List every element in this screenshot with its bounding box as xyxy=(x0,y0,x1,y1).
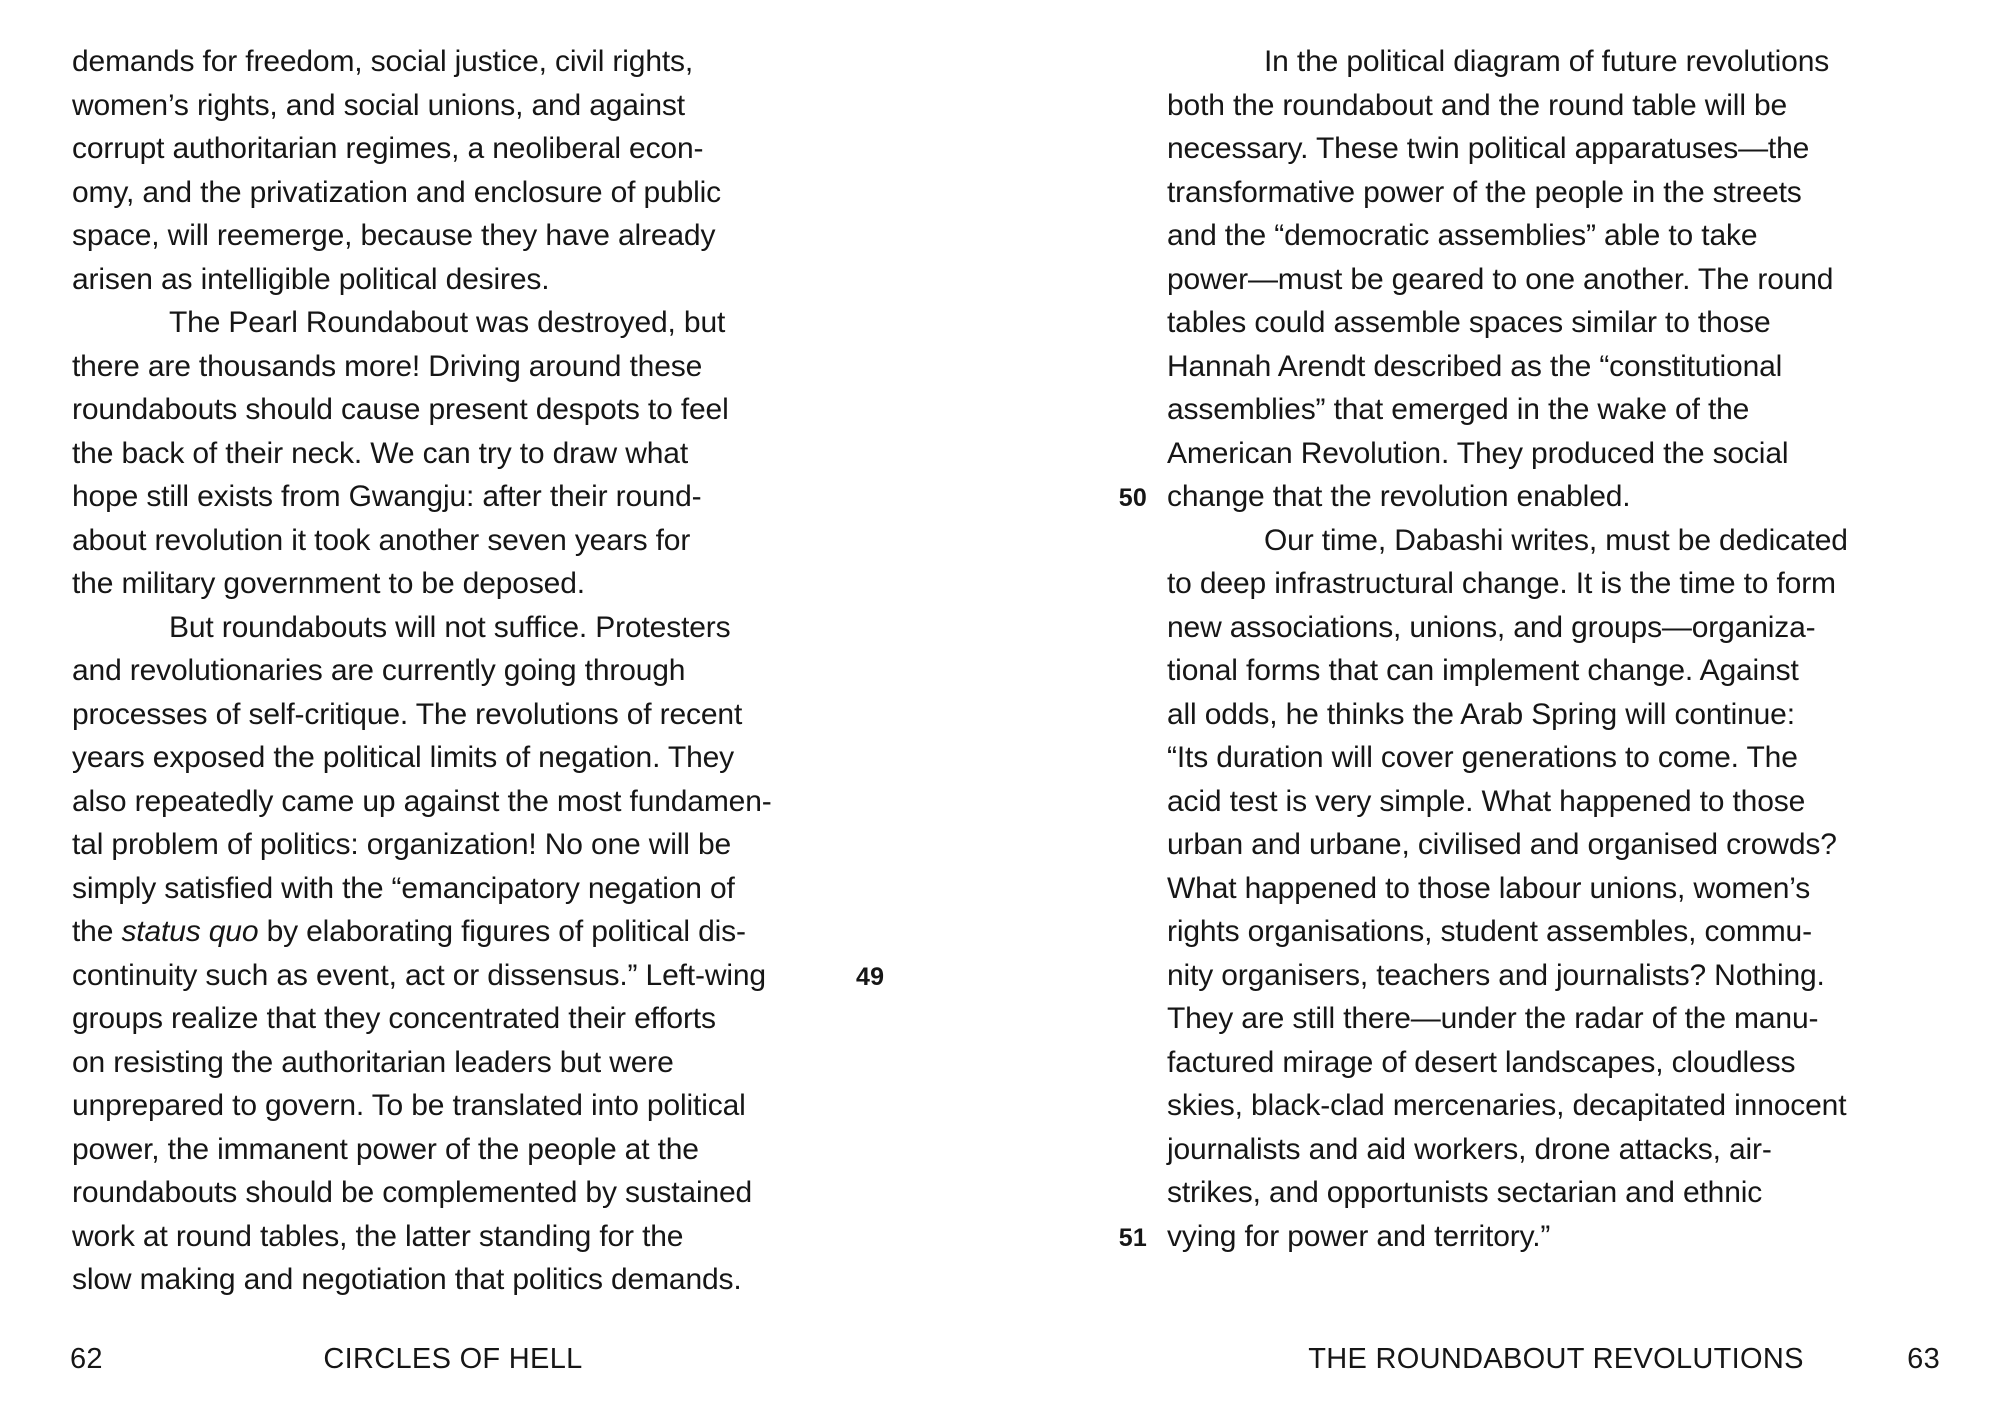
text-line: urban and urbane, civilised and organised crowds? xyxy=(1167,828,1837,861)
text-line: also repeatedly came up against the most fundamen- xyxy=(72,784,772,818)
text-line: journalists and aid workers, drone attacks, air- xyxy=(1167,1132,1772,1166)
text-line: nity organisers, teachers and journalists? Nothing. xyxy=(1167,958,1825,992)
text-line: power, the immanent power of the people at the xyxy=(72,1132,699,1166)
text-line: work at round tables, the latter standing for the xyxy=(72,1219,684,1253)
text-line: unprepared to govern. To be translated into political xyxy=(72,1089,746,1122)
margin-note-number-50: 50 xyxy=(1118,484,1147,512)
text-line: tables could assemble spaces similar to those xyxy=(1167,306,1771,339)
text-line: skies, black-clad mercenaries, decapitated innocent xyxy=(1167,1089,1847,1122)
text-line: Hannah Arendt described as the “constitutional xyxy=(1167,349,1783,383)
right-page-number: 63 xyxy=(1907,1343,1940,1375)
text-line: the military government to be deposed. xyxy=(72,567,585,600)
text-line: “Its duration will cover generations to come. The xyxy=(1167,741,1798,774)
text-line: both the roundabout and the round table will be xyxy=(1167,88,1788,122)
text-line: and the “democratic assemblies” able to take xyxy=(1167,219,1758,252)
text-line: groups realize that they concentrated their efforts xyxy=(72,1002,716,1035)
text-line: processes of self-critique. The revolutions of recent xyxy=(72,697,743,731)
text-line: the status quo by elaborating figures of political dis- xyxy=(72,915,746,948)
text-line: on resisting the authoritarian leaders but were xyxy=(72,1045,674,1079)
left-running-title: CIRCLES OF HELL xyxy=(323,1343,583,1375)
text-line: roundabouts should cause present despots to feel xyxy=(72,393,729,426)
text-line: transformative power of the people in the streets xyxy=(1167,175,1802,209)
text-line: factured mirage of desert landscapes, cloudless xyxy=(1167,1045,1796,1079)
text-line: and revolutionaries are currently going through xyxy=(72,654,686,687)
left-page-body-text xyxy=(72,40,838,1302)
text-line: about revolution it took another seven years for xyxy=(72,523,691,557)
text-line: acid test is very simple. What happened to those xyxy=(1167,784,1806,818)
right-page-body-text xyxy=(1167,40,1927,1258)
text-line: years exposed the political limits of negation. They xyxy=(72,741,735,774)
text-line: the back of their neck. We can try to draw what xyxy=(72,436,689,470)
text-line: Our time, Dabashi writes, must be dedicated xyxy=(1264,523,1848,557)
text-line: omy, and the privatization and enclosure of public xyxy=(72,175,721,209)
text-line: space, will reemerge, because they have already xyxy=(72,219,716,252)
text-line: simply satisfied with the “emancipatory negation of xyxy=(72,871,735,905)
text-line: roundabouts should be complemented by sustained xyxy=(72,1176,753,1209)
text-line: American Revolution. They produced the social xyxy=(1167,436,1789,470)
text-line: In the political diagram of future revolutions xyxy=(1264,45,1830,78)
margin-note-number-49: 49 xyxy=(856,963,885,991)
text-line: demands for freedom, social justice, civil rights, xyxy=(72,45,694,78)
text-line: rights organisations, student assembles, commu- xyxy=(1167,915,1812,948)
text-line: slow making and negotiation that politics demands. xyxy=(72,1263,742,1296)
text-line: assemblies” that emerged in the wake of the xyxy=(1167,393,1750,426)
text-line: But roundabouts will not suffice. Protesters xyxy=(169,610,731,644)
text-line: What happened to those labour unions, women’s xyxy=(1167,871,1811,905)
text-line: arisen as intelligible political desires. xyxy=(72,262,550,296)
text-line: continuity such as event, act or dissensus.” Left-wing xyxy=(72,958,766,992)
text-line: corrupt authoritarian regimes, a neoliberal econ- xyxy=(72,132,704,165)
left-page-number: 62 xyxy=(70,1343,103,1375)
text-line: there are thousands more! Driving around these xyxy=(72,349,703,383)
text-line: hope still exists from Gwangju: after their round- xyxy=(72,480,702,513)
margin-note-number-51: 51 xyxy=(1118,1224,1147,1252)
text-line: The Pearl Roundabout was destroyed, but xyxy=(169,306,726,339)
text-line: strikes, and opportunists sectarian and ethnic xyxy=(1167,1176,1763,1209)
text-line: vying for power and territory.” xyxy=(1167,1219,1551,1253)
text-line: all odds, he thinks the Arab Spring will continue: xyxy=(1167,697,1795,731)
text-line: tional forms that can implement change. Against xyxy=(1167,654,1799,687)
text-line: They are still there—under the radar of the manu- xyxy=(1167,1002,1819,1035)
text-line: change that the revolution enabled. xyxy=(1167,480,1631,513)
text-line: necessary. These twin political apparatuses—the xyxy=(1167,132,1810,165)
text-line: new associations, unions, and groups—organiza- xyxy=(1167,610,1816,644)
text-line: power—must be geared to one another. The round xyxy=(1167,262,1834,296)
text-line: to deep infrastructural change. It is the time to form xyxy=(1167,567,1836,600)
right-running-title: THE ROUNDABOUT REVOLUTIONS xyxy=(1308,1343,1804,1375)
text-line: tal problem of politics: organization! No one will be xyxy=(72,828,732,861)
text-line: women’s rights, and social unions, and against xyxy=(72,88,685,122)
